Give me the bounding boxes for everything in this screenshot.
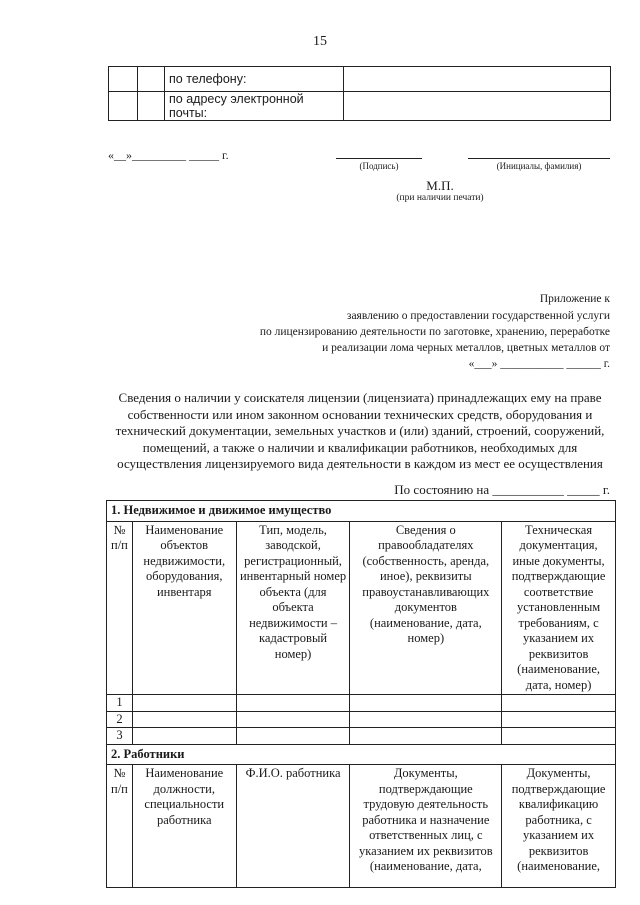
table-cell[interactable] xyxy=(502,728,616,745)
table-cell[interactable] xyxy=(502,695,616,712)
row-number: 2 xyxy=(107,711,133,728)
table-cell[interactable] xyxy=(236,728,350,745)
signature-date: «__»_________ _____ г. xyxy=(108,148,229,162)
email-value-field[interactable] xyxy=(344,92,611,121)
signature-caption: (Подпись) xyxy=(359,161,399,171)
column-header: Тип, модель, заводской, регистрационный, инвентарный номер объекта (для объекта недвижимости – кадастровый номер) xyxy=(236,521,350,695)
phone-label: по телефону: xyxy=(165,67,344,92)
column-header: Наименование объектов недвижимости, оборудования, инвентаря xyxy=(132,521,236,695)
section-title: 2. Работники xyxy=(107,744,616,765)
title-line: осуществления лицензируемого вида деятельности в каждом из мест ее осуществления xyxy=(117,456,603,471)
appendix-line: Приложение к xyxy=(539,293,610,305)
contact-cell xyxy=(109,67,138,92)
title-line: Сведения о наличии у соискателя лицензии (лицензиата) принадлежащих ему на праве xyxy=(118,390,602,405)
signature-line xyxy=(336,158,422,159)
title-line: помещений, а также о наличии и квалификации работников, необходимых для xyxy=(142,439,578,455)
table-cell[interactable] xyxy=(502,711,616,728)
stamp-caption: (при наличии печати) xyxy=(396,193,484,203)
title-line: собственности или ином законном основании технических средств, оборудования и xyxy=(127,406,593,422)
phone-value-field[interactable] xyxy=(344,67,611,92)
appendix-line: заявлению о предоставлении государственной услуги xyxy=(346,310,610,322)
contact-cell xyxy=(109,92,138,121)
row-number: 3 xyxy=(107,728,133,745)
column-header: Документы, подтверждающие квалификацию работника, с указанием их реквизитов (наименование, xyxy=(502,765,616,888)
table-cell[interactable] xyxy=(132,728,236,745)
title-line: технический документации, земельных участков и (или) зданий, строений, сооружений, xyxy=(115,423,605,438)
column-header: Сведения о правообладателях (собственность, аренда, иное), реквизиты правоустанавливающих документов (наименование, дата, номер) xyxy=(350,521,502,695)
row-number: 1 xyxy=(107,695,133,712)
table-cell[interactable] xyxy=(236,711,350,728)
column-header: Техническая документация, иные документы, подтверждающие соответствие установленным требованиям, с указанием их реквизитов (наименование, дата, номер) xyxy=(502,521,616,695)
appendix-line: и реализации лома черных металлов, цветных металлов от xyxy=(322,342,610,354)
name-line xyxy=(468,158,610,159)
column-header: № п/п xyxy=(107,765,133,888)
email-label: по адресу электронной почты: xyxy=(165,92,344,121)
contact-cell xyxy=(138,92,165,121)
page-number: 15 xyxy=(313,34,327,49)
assets-table xyxy=(106,500,616,888)
appendix-date: «___» ___________ ______ г. xyxy=(468,358,610,370)
appendix-line: по лицензированию деятельности по заготовке, хранению, переработке xyxy=(259,326,610,338)
column-header: Документы, подтверждающие трудовую деятельность работника и назначение ответственных лиц, с указанием их реквизитов (наименование, дата, xyxy=(350,765,502,888)
table-cell[interactable] xyxy=(132,711,236,728)
section-title: 1. Недвижимое и движимое имущество xyxy=(107,501,616,522)
contact-table xyxy=(108,66,611,121)
document-title xyxy=(100,390,620,473)
table-cell[interactable] xyxy=(132,695,236,712)
stamp-label: М.П. xyxy=(426,178,454,193)
column-header: № п/п xyxy=(107,521,133,695)
column-header: Наименование должности, специальности работника xyxy=(132,765,236,888)
table-cell[interactable] xyxy=(236,695,350,712)
table-cell[interactable] xyxy=(350,695,502,712)
table-cell[interactable] xyxy=(350,728,502,745)
as-of-date: По состоянию на ___________ _____ г. xyxy=(394,482,610,497)
table-cell[interactable] xyxy=(350,711,502,728)
name-caption: (Инициалы, фамилия) xyxy=(496,161,582,171)
column-header: Ф.И.О. работника xyxy=(236,765,350,888)
contact-cell xyxy=(138,67,165,92)
